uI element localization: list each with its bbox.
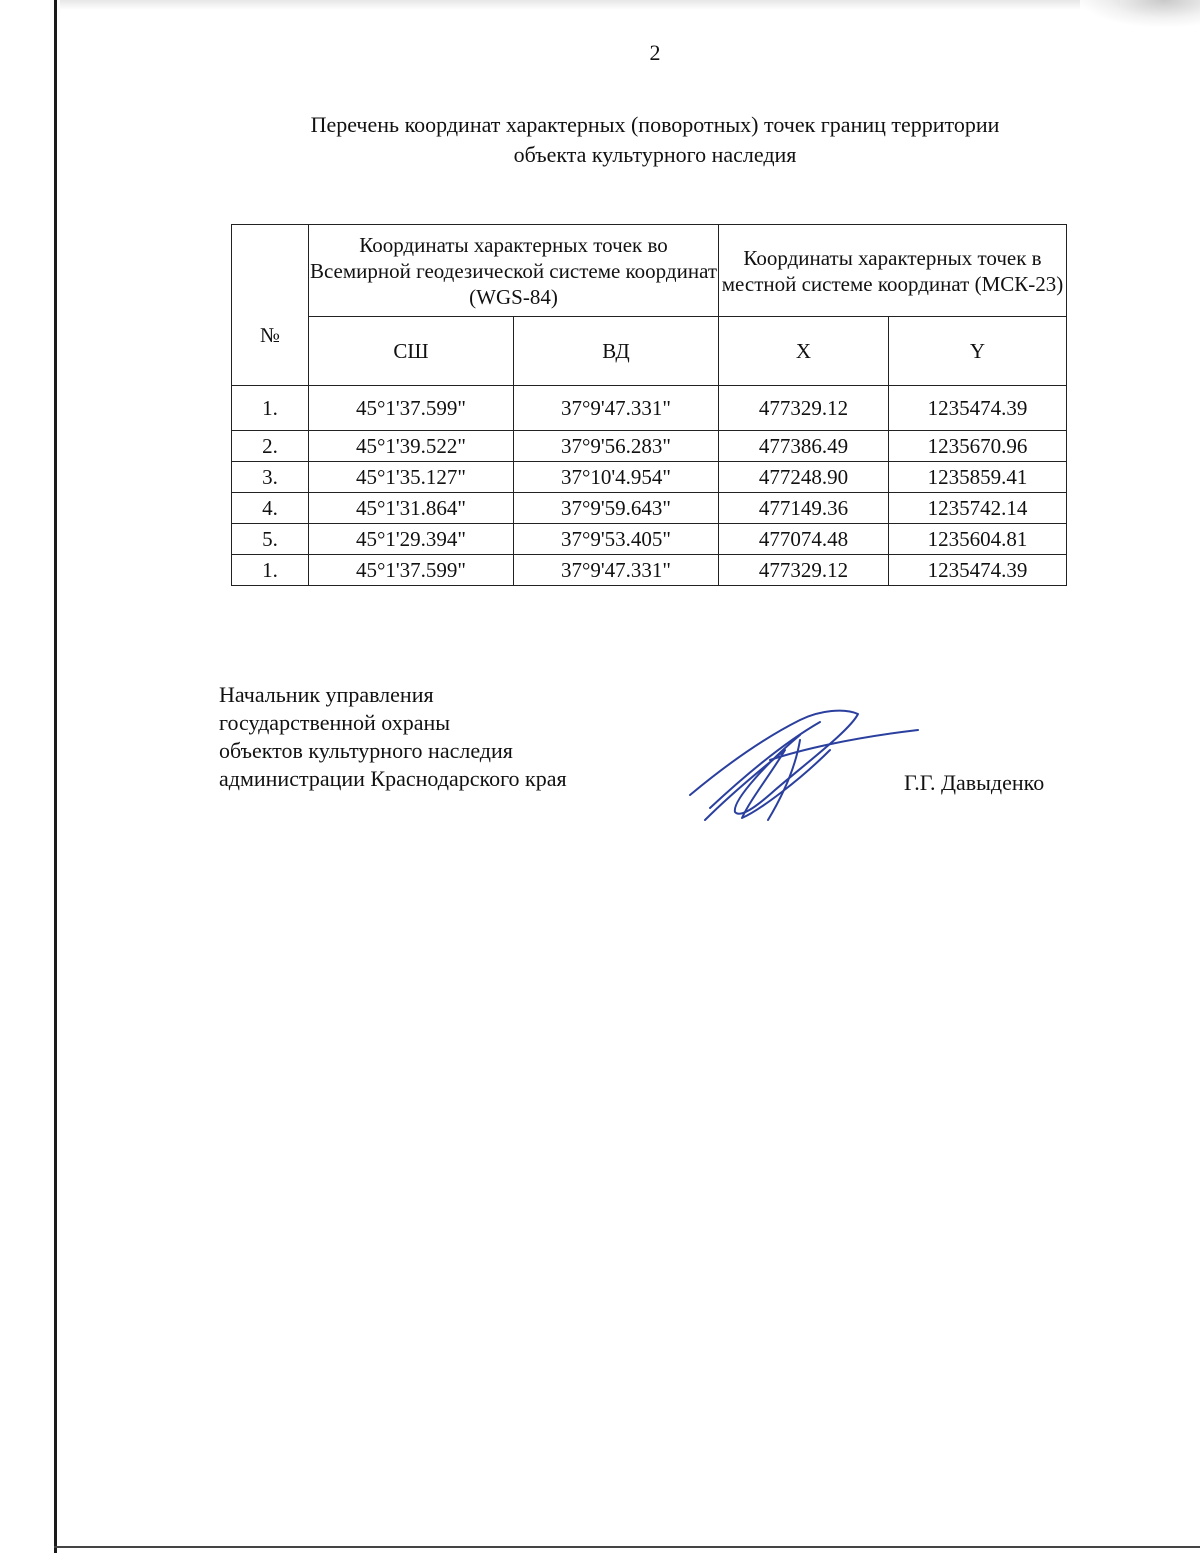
cell-number: 2. [232, 431, 309, 462]
cell-number: 1. [232, 555, 309, 586]
table-row [232, 386, 1067, 431]
cell-y: 1235742.14 [889, 493, 1067, 524]
cell-lon: 37°9'53.405" [514, 524, 719, 555]
header-lon: ВД [514, 317, 719, 386]
document-title [200, 110, 1110, 170]
cell-lon: 37°9'47.331" [514, 555, 719, 586]
scan-border-bottom [54, 1546, 1200, 1548]
table-row [232, 431, 1067, 462]
cell-lon: 37°9'59.643" [514, 493, 719, 524]
header-number: № [232, 225, 309, 386]
cell-y: 1235604.81 [889, 524, 1067, 555]
table-header-row [232, 225, 1067, 317]
cell-x: 477248.90 [719, 462, 889, 493]
table-row [232, 462, 1067, 493]
cell-x: 477074.48 [719, 524, 889, 555]
cell-x: 477329.12 [719, 555, 889, 586]
scan-shadow-top [60, 0, 1120, 10]
signer-line-2: государственной охраны [219, 710, 451, 735]
header-wgs-group: Координаты характерных точек во Всемирной геодезической системе координат (WGS-84) [309, 225, 719, 317]
coordinates-table [231, 224, 1067, 586]
table-row [232, 493, 1067, 524]
cell-number: 5. [232, 524, 309, 555]
cell-x: 477386.49 [719, 431, 889, 462]
cell-lat: 45°1'37.599" [309, 386, 514, 431]
header-lat: СШ [309, 317, 514, 386]
header-x: X [719, 317, 889, 386]
table-subheader-row [232, 317, 1067, 386]
page-number: 2 [649, 40, 661, 65]
cell-number: 4. [232, 493, 309, 524]
header-msk-group: Координаты характерных точек в местной системе координат (МСК-23) [719, 225, 1067, 317]
signer-line-3: объектов культурного наследия [219, 738, 513, 763]
cell-y: 1235474.39 [889, 386, 1067, 431]
cell-lat: 45°1'37.599" [309, 555, 514, 586]
document-title-line-1: Перечень координат характерных (поворотных) точек границ территории [310, 112, 1000, 137]
document-title-line-2: объекта культурного наследия [513, 142, 797, 167]
cell-lon: 37°9'47.331" [514, 386, 719, 431]
scan-border-left [54, 0, 57, 1553]
cell-y: 1235859.41 [889, 462, 1067, 493]
handwritten-signature [680, 700, 930, 830]
cell-y: 1235474.39 [889, 555, 1067, 586]
table-row [232, 524, 1067, 555]
cell-y: 1235670.96 [889, 431, 1067, 462]
cell-x: 477329.12 [719, 386, 889, 431]
cell-lon: 37°10'4.954" [514, 462, 719, 493]
header-y: Y [889, 317, 1067, 386]
signer-line-1: Начальник управления [219, 682, 434, 707]
signer-position [219, 681, 567, 793]
cell-lat: 45°1'31.864" [309, 493, 514, 524]
signer-name: Г.Г. Давыденко [904, 770, 1045, 795]
scan-smudge [1080, 0, 1200, 28]
cell-number: 3. [232, 462, 309, 493]
cell-lon: 37°9'56.283" [514, 431, 719, 462]
signer-line-4: администрации Краснодарского края [219, 766, 567, 791]
cell-lat: 45°1'39.522" [309, 431, 514, 462]
cell-number: 1. [232, 386, 309, 431]
cell-x: 477149.36 [719, 493, 889, 524]
cell-lat: 45°1'29.394" [309, 524, 514, 555]
table-row [232, 555, 1067, 586]
cell-lat: 45°1'35.127" [309, 462, 514, 493]
